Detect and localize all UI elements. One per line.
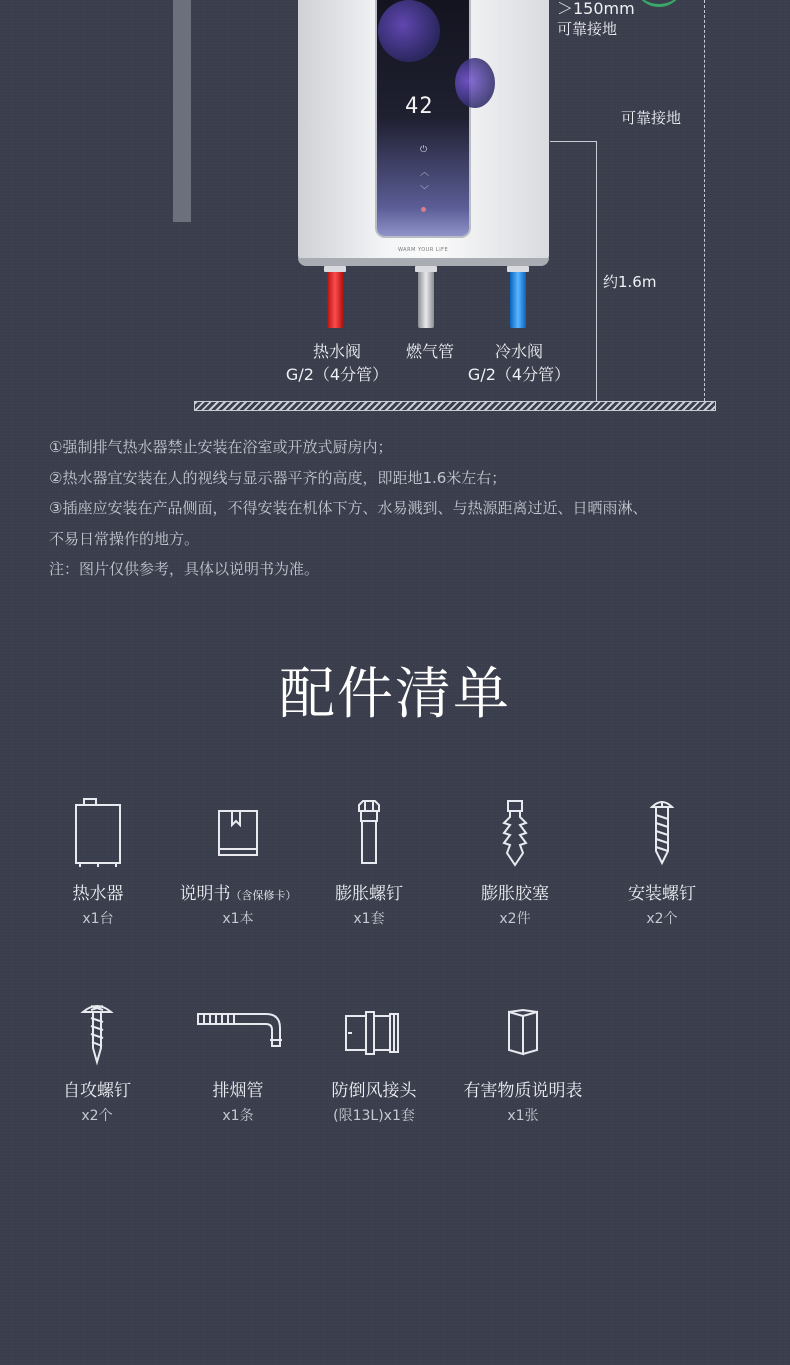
accessory-item (163, 797, 313, 928)
accessory-name: 膨胀胶塞 (481, 884, 549, 904)
accessory-qty: x1张 (507, 1108, 539, 1124)
accessory-sub: （含保修卡） (230, 889, 297, 902)
display-temperature: 42 (405, 94, 434, 119)
indicator-light (421, 207, 426, 212)
accessory-qty: x1台 (82, 911, 114, 927)
dimension-line (596, 141, 597, 401)
floor (194, 401, 716, 411)
accessory-name (163, 879, 313, 904)
accessory-name: 排烟管 (212, 1081, 264, 1101)
cold-valve-label: 冷水阀 (494, 342, 543, 361)
pipe-cap (415, 266, 437, 272)
wall-section (173, 0, 191, 222)
expansion-bolt-icon (294, 797, 444, 869)
gas-pipe-label: 燃气管 (405, 342, 454, 361)
gas-pipe (418, 266, 434, 328)
manual-book-icon (163, 797, 313, 869)
accessory-qty: x2件 (499, 911, 531, 927)
anti-backdraft-joint-icon (299, 1000, 449, 1066)
accessory-qty: x2个 (81, 1108, 113, 1124)
accessory-item (587, 797, 737, 928)
pipe-cap (324, 266, 346, 272)
ground-label-top: 可靠接地 (557, 20, 618, 38)
water-heater-icon (23, 797, 173, 869)
accessory-item (299, 1000, 449, 1125)
water-heater-base (298, 258, 549, 266)
accessory-name: 防倒风接头 (331, 1081, 417, 1101)
tapping-screw-icon (22, 1000, 172, 1066)
chevron-up-icon: ︿ (420, 168, 430, 178)
dimension-line (704, 0, 705, 401)
brand-text: WARM YOUR LIFE (398, 247, 449, 253)
ground-label: 可靠接地 (621, 109, 682, 127)
pipe-cap (507, 266, 529, 272)
accessory-name: 自攻螺钉 (63, 1081, 131, 1101)
accessory-name-text: 说明书 (179, 884, 231, 904)
cold-water-pipe (510, 266, 526, 328)
accessory-qty: x1条 (222, 1108, 254, 1124)
power-icon: ⏻ (420, 145, 428, 155)
note-line: 注：图片仅供参考，具体以说明书为准。 (49, 560, 320, 578)
hot-water-pipe (327, 266, 343, 328)
panel-planet-graphic (378, 0, 440, 62)
accessory-qty: x1本 (222, 911, 254, 927)
dimension-line (550, 141, 596, 142)
accessory-qty: x2个 (646, 911, 678, 927)
height-label: 约1.6m (603, 273, 657, 291)
accessory-qty: x1套 (353, 911, 385, 927)
folded-sheet-icon (448, 1000, 598, 1066)
accessory-name: 热水器 (72, 884, 124, 904)
wall-plug-icon (440, 797, 590, 869)
accessory-name: 膨胀螺钉 (335, 884, 403, 904)
accessory-item (163, 1000, 313, 1125)
note-line: ②热水器宜安装在人的视线与显示器平齐的高度，即距地1.6米左右； (49, 468, 507, 487)
accessory-item (22, 1000, 172, 1125)
screw-icon (587, 797, 737, 869)
hot-valve-spec: G/2（4分管） (285, 365, 389, 384)
accessory-item (23, 797, 173, 928)
note-line: 不易日常操作的地方。 (49, 529, 200, 548)
note-line: ①强制排气热水器禁止安装在浴室或开放式厨房内； (49, 438, 393, 456)
ground-indicator-icon (634, 0, 684, 7)
accessory-name: 有害物质说明表 (463, 1081, 583, 1101)
chevron-down-icon: ﹀ (420, 186, 430, 196)
hot-valve-label: 热水阀 (312, 342, 361, 361)
accessory-name: 安装螺钉 (628, 884, 696, 904)
installation-notes (49, 432, 647, 585)
accessory-item (448, 1000, 598, 1125)
accessories-title: 配件清单 (279, 662, 511, 727)
note-line: ③插座应安装在产品侧面，不得安装在机体下方、水易溅到、与热源距离过近、日晒雨淋、 (49, 499, 648, 517)
accessory-qty: (限13L)x1套 (333, 1108, 415, 1124)
accessory-item (440, 797, 590, 928)
accessory-item (294, 797, 444, 928)
exhaust-pipe-icon (163, 1000, 313, 1066)
cold-valve-spec: G/2（4分管） (467, 365, 571, 384)
panel-planet-graphic (455, 58, 495, 108)
clearance-label: ＞150mm (557, 0, 635, 18)
